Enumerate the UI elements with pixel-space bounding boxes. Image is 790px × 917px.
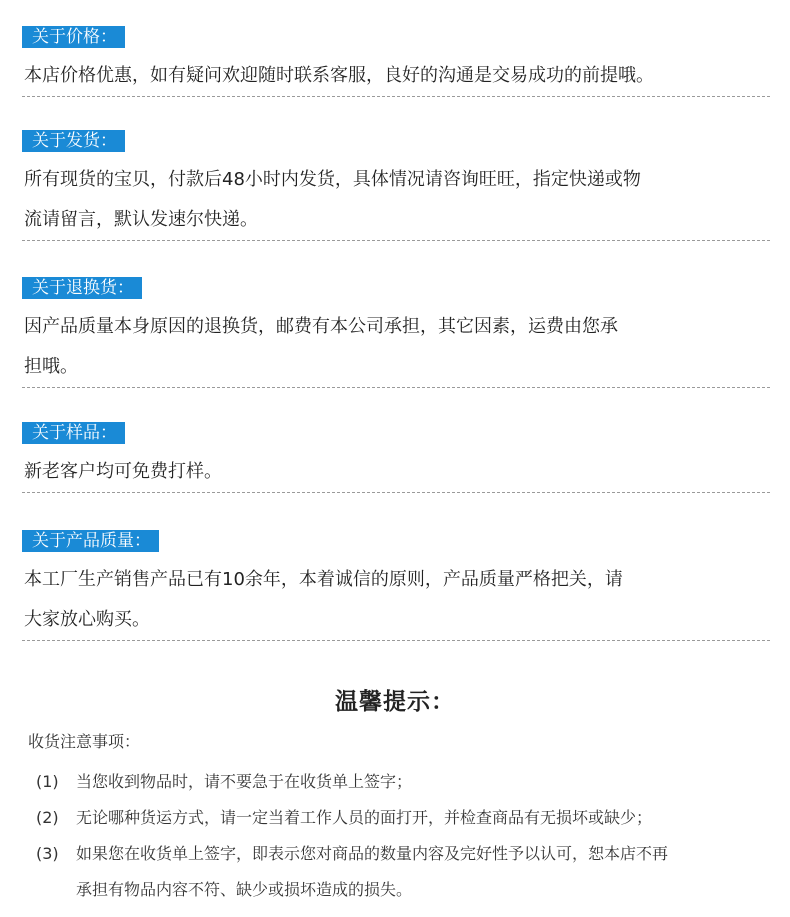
section-body-line: 本店价格优惠，如有疑问欢迎随时联系客服，良好的沟通是交易成功的前提哦。 xyxy=(24,65,654,86)
tip-item xyxy=(36,764,766,800)
tip-item xyxy=(36,800,766,836)
section-returns xyxy=(22,277,770,388)
section-samples xyxy=(22,422,770,493)
tip-item xyxy=(36,836,766,908)
tips-list xyxy=(36,764,766,908)
section-shipping xyxy=(22,130,770,241)
section-quality xyxy=(22,530,770,641)
tip-text-line: 无论哪种货运方式，请一定当着工作人员的面打开，并检查商品有无损坏或缺少； xyxy=(76,808,653,827)
tips-subtitle: 收货注意事项： xyxy=(28,732,141,751)
section-body-returns xyxy=(22,307,770,388)
section-body-line: 担哦。 xyxy=(24,356,78,377)
section-title-samples: 关于样品： xyxy=(22,422,125,444)
tip-number: (2) xyxy=(36,808,59,827)
tip-text xyxy=(76,764,766,800)
tip-number: (3) xyxy=(36,844,59,863)
section-body-shipping xyxy=(22,160,770,241)
section-body-line: 新老客户均可免费打样。 xyxy=(24,461,222,482)
tip-text xyxy=(76,836,766,908)
section-body-line: 所有现货的宝贝，付款后48小时内发货，具体情况请咨询旺旺，指定快递或物 xyxy=(24,169,641,190)
section-title-returns: 关于退换货： xyxy=(22,277,142,299)
section-title-price: 关于价格： xyxy=(22,26,125,48)
section-body-quality xyxy=(22,560,770,641)
tip-text-line: 当您收到物品时，请不要急于在收货单上签字； xyxy=(76,772,413,791)
section-body-line: 流请留言，默认发速尔快递。 xyxy=(24,209,258,230)
section-body-line: 因产品质量本身原因的退换货，邮费有本公司承担，其它因素，运费由您承 xyxy=(24,316,618,337)
tip-text-line: 承担有物品内容不符、缺少或损坏造成的损失。 xyxy=(76,880,413,899)
section-body-line: 大家放心购买。 xyxy=(24,609,150,630)
section-title-shipping: 关于发货： xyxy=(22,130,125,152)
section-price xyxy=(22,26,770,97)
tips-title: 温馨提示： xyxy=(335,689,455,715)
section-title-quality: 关于产品质量： xyxy=(22,530,159,552)
tip-text-line: 如果您在收货单上签字，即表示您对商品的数量内容及完好性予以认可，恕本店不再 xyxy=(76,844,669,863)
section-body-price xyxy=(22,56,770,97)
tip-number: (1) xyxy=(36,772,59,791)
section-body-line: 本工厂生产销售产品已有10余年，本着诚信的原则，产品质量严格把关，请 xyxy=(24,569,623,590)
section-body-samples xyxy=(22,452,770,493)
tip-text xyxy=(76,800,766,836)
